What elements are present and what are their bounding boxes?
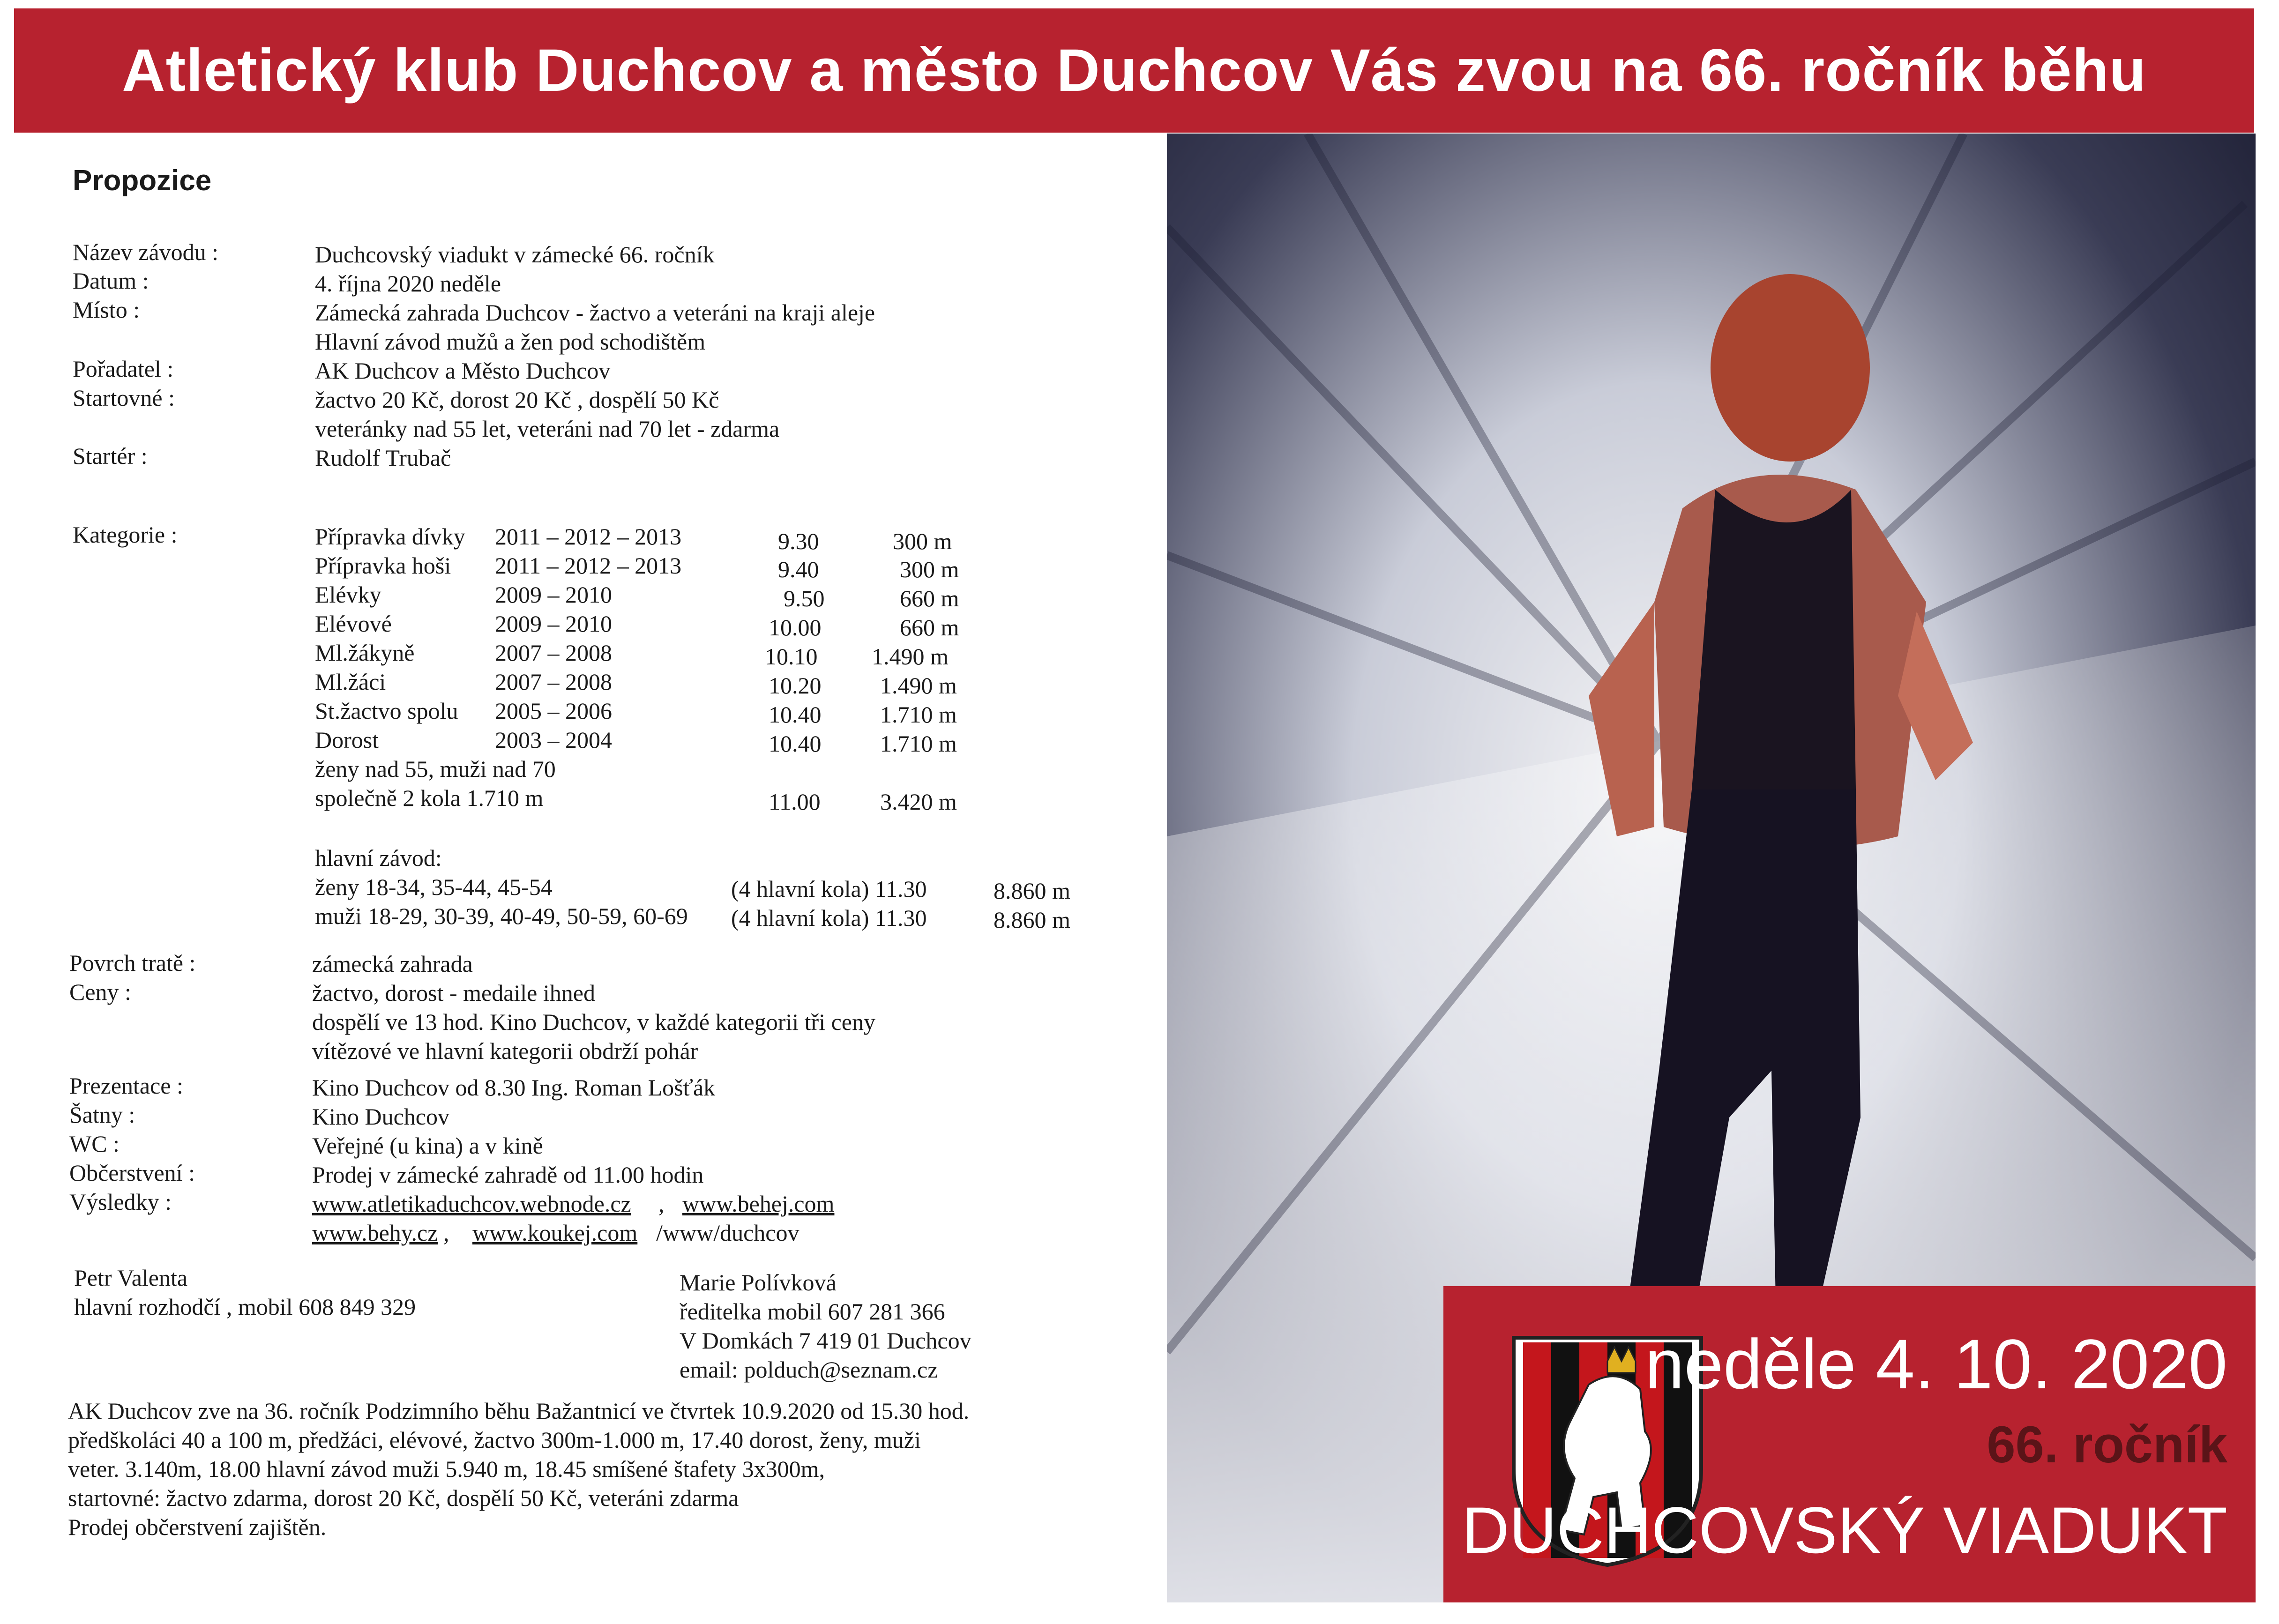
category-name: Ml.žáci bbox=[315, 669, 386, 695]
results-link-behy[interactable]: www.behy.cz bbox=[312, 1220, 438, 1246]
category-name: Přípravka dívky bbox=[315, 523, 465, 550]
women-laps: (4 hlavní kola) 11.30 bbox=[731, 876, 927, 902]
event-date: neděle 4. 10. 2020 bbox=[1645, 1325, 2227, 1403]
ceny-line-3: vítězové ve hlavní kategorii obdrží pohár bbox=[312, 1038, 698, 1064]
category-distance: 1.490 m bbox=[872, 643, 949, 670]
category-name: Elévky bbox=[315, 581, 381, 608]
misto-line-1: Zámecká zahrada Duchcov - žactvo a veteráni na kraji aleje bbox=[315, 299, 875, 326]
contact-right-address: V Domkách 7 419 01 Duchcov bbox=[680, 1327, 971, 1354]
footer-line-4: startovné: žactvo zdarma, dorost 20 Kč, dospělí 50 Kč, veteráni zdarma bbox=[68, 1485, 739, 1511]
category-distance: 1.490 m bbox=[880, 672, 957, 699]
category-years: 2009 – 2010 bbox=[495, 581, 612, 608]
ceny-line-2: dospělí ve 13 hod. Kino Duchcov, v každé kategorii tři ceny bbox=[312, 1009, 875, 1035]
propozice-heading: Propozice bbox=[73, 164, 212, 197]
category-years: 2007 – 2008 bbox=[495, 640, 612, 666]
misto-line-2: Hlavní závod mužů a žen pod schodištěm bbox=[315, 328, 706, 355]
title-banner bbox=[14, 8, 2254, 133]
vysledky-label: Výsledky : bbox=[69, 1189, 172, 1215]
comma-separator: , bbox=[443, 1220, 449, 1246]
povrch-label: Povrch tratě : bbox=[69, 950, 196, 976]
category-years: 2009 – 2010 bbox=[495, 611, 612, 637]
startovne-line-2: veteránky nad 55 let, veteráni nad 70 let - zdarma bbox=[315, 416, 780, 442]
category-years: 2007 – 2008 bbox=[495, 669, 612, 695]
category-distance: 300 m bbox=[900, 556, 959, 582]
category-time: 10.40 bbox=[769, 701, 822, 728]
starter-value: Rudolf Trubač bbox=[315, 445, 451, 471]
obcerstveni-value: Prodej v zámecké zahradě od 11.00 hodin bbox=[312, 1162, 704, 1188]
satny-label: Šatny : bbox=[69, 1102, 135, 1128]
wc-value: Veřejné (u kina) a v kině bbox=[312, 1132, 543, 1159]
poradatel-label: Pořadatel : bbox=[73, 356, 174, 382]
obcerstveni-label: Občerstvení : bbox=[69, 1160, 195, 1186]
women-categories: ženy 18-34, 35-44, 45-54 bbox=[315, 874, 553, 900]
category-years: 2011 – 2012 – 2013 bbox=[495, 552, 682, 579]
category-name: Přípravka hoši bbox=[315, 552, 451, 579]
contact-right-email: email: polduch@seznam.cz bbox=[680, 1356, 938, 1383]
datum-label: Datum : bbox=[73, 268, 149, 294]
footer-line-1: AK Duchcov zve na 36. ročník Podzimního běhu Bažantnicí ve čtvrtek 10.9.2020 od 15.30 hod. bbox=[68, 1398, 970, 1424]
veterans-time: 11.00 bbox=[769, 789, 821, 815]
category-time: 10.20 bbox=[769, 672, 822, 699]
category-name: St.žactvo spolu bbox=[315, 698, 458, 724]
main-race-label: hlavní závod: bbox=[315, 845, 442, 871]
footer-line-2: předškoláci 40 a 100 m, předžáci, elévové, žactvo 300m-1.000 m, 17.40 dorost, ženy, muži bbox=[68, 1427, 921, 1453]
startovne-line-1: žactvo 20 Kč, dorost 20 Kč , dospělí 50 Kč bbox=[315, 387, 719, 413]
category-time: 10.10 bbox=[765, 643, 818, 670]
footer-line-5: Prodej občerstvení zajištěn. bbox=[68, 1514, 327, 1540]
startovne-label: Startovné : bbox=[73, 385, 175, 411]
results-link-behej[interactable]: www.behej.com bbox=[682, 1191, 835, 1217]
ceny-line-1: žactvo, dorost - medaile ihned bbox=[312, 980, 595, 1006]
nazev-label: Název závodu : bbox=[73, 239, 218, 265]
category-time: 9.40 bbox=[778, 556, 819, 582]
wc-label: WC : bbox=[69, 1131, 120, 1157]
category-name: Ml.žákyně bbox=[315, 640, 415, 666]
results-link-koukej[interactable]: www.koukej.com bbox=[472, 1220, 638, 1246]
category-name: Dorost bbox=[315, 727, 379, 753]
contact-left-role: hlavní rozhodčí , mobil 608 849 329 bbox=[74, 1294, 416, 1320]
starter-label: Startér : bbox=[73, 443, 148, 469]
banner-title: Atletický klub Duchcov a město Duchcov Vás zvou na 66. ročník běhu bbox=[122, 37, 2146, 104]
footer-line-3: veter. 3.140m, 18.00 hlavní závod muži 5.940 m, 18.45 smíšené štafety 3x300m, bbox=[68, 1456, 825, 1482]
event-date-box bbox=[1443, 1286, 2256, 1602]
prezentace-value: Kino Duchcov od 8.30 Ing. Roman Lošťák bbox=[312, 1074, 716, 1101]
category-years: 2005 – 2006 bbox=[495, 698, 612, 724]
ceny-label: Ceny : bbox=[69, 979, 131, 1005]
category-distance: 660 m bbox=[900, 585, 959, 611]
category-distance: 660 m bbox=[900, 614, 959, 641]
veterans-line-1: ženy nad 55, muži nad 70 bbox=[315, 756, 556, 782]
veterans-line-2: společně 2 kola 1.710 m bbox=[315, 785, 544, 811]
contact-right-role: ředitelka mobil 607 281 366 bbox=[680, 1298, 945, 1325]
prezentace-label: Prezentace : bbox=[69, 1073, 183, 1099]
results-link-atletikaduchcov[interactable]: www.atletikaduchcov.webnode.cz bbox=[312, 1191, 631, 1217]
category-time: 10.40 bbox=[769, 730, 822, 757]
satny-value: Kino Duchcov bbox=[312, 1103, 449, 1130]
men-distance: 8.860 m bbox=[994, 907, 1070, 933]
kategorie-label: Kategorie : bbox=[73, 521, 178, 548]
men-categories: muži 18-29, 30-39, 40-49, 50-59, 60-69 bbox=[315, 903, 688, 929]
category-time: 9.50 bbox=[784, 585, 825, 611]
race-name: DUCHCOVSKÝ VIADUKT bbox=[1462, 1493, 2227, 1567]
category-time: 9.30 bbox=[778, 528, 819, 554]
event-edition: 66. ročník bbox=[1987, 1416, 2227, 1474]
poradatel-value: AK Duchcov a Město Duchcov bbox=[315, 358, 611, 384]
datum-value: 4. října 2020 neděle bbox=[315, 270, 501, 297]
results-link-suffix: /www/duchcov bbox=[656, 1220, 800, 1246]
povrch-value: zámecká zahrada bbox=[312, 951, 473, 977]
category-years: 2011 – 2012 – 2013 bbox=[495, 523, 682, 550]
contact-left-name: Petr Valenta bbox=[74, 1265, 188, 1291]
category-time: 10.00 bbox=[769, 614, 822, 641]
category-distance: 1.710 m bbox=[880, 730, 957, 757]
veterans-distance: 3.420 m bbox=[880, 789, 957, 815]
category-years: 2003 – 2004 bbox=[495, 727, 612, 753]
contact-right-name: Marie Polívková bbox=[680, 1269, 837, 1296]
category-distance: 1.710 m bbox=[880, 701, 957, 728]
nazev-value: Duchcovský viadukt v zámecké 66. ročník bbox=[315, 241, 715, 268]
category-distance: 300 m bbox=[893, 528, 952, 554]
misto-label: Místo : bbox=[73, 297, 140, 323]
women-distance: 8.860 m bbox=[994, 878, 1070, 904]
category-name: Elévové bbox=[315, 611, 392, 637]
men-laps: (4 hlavní kola) 11.30 bbox=[731, 905, 927, 931]
comma-separator: , bbox=[658, 1191, 665, 1217]
